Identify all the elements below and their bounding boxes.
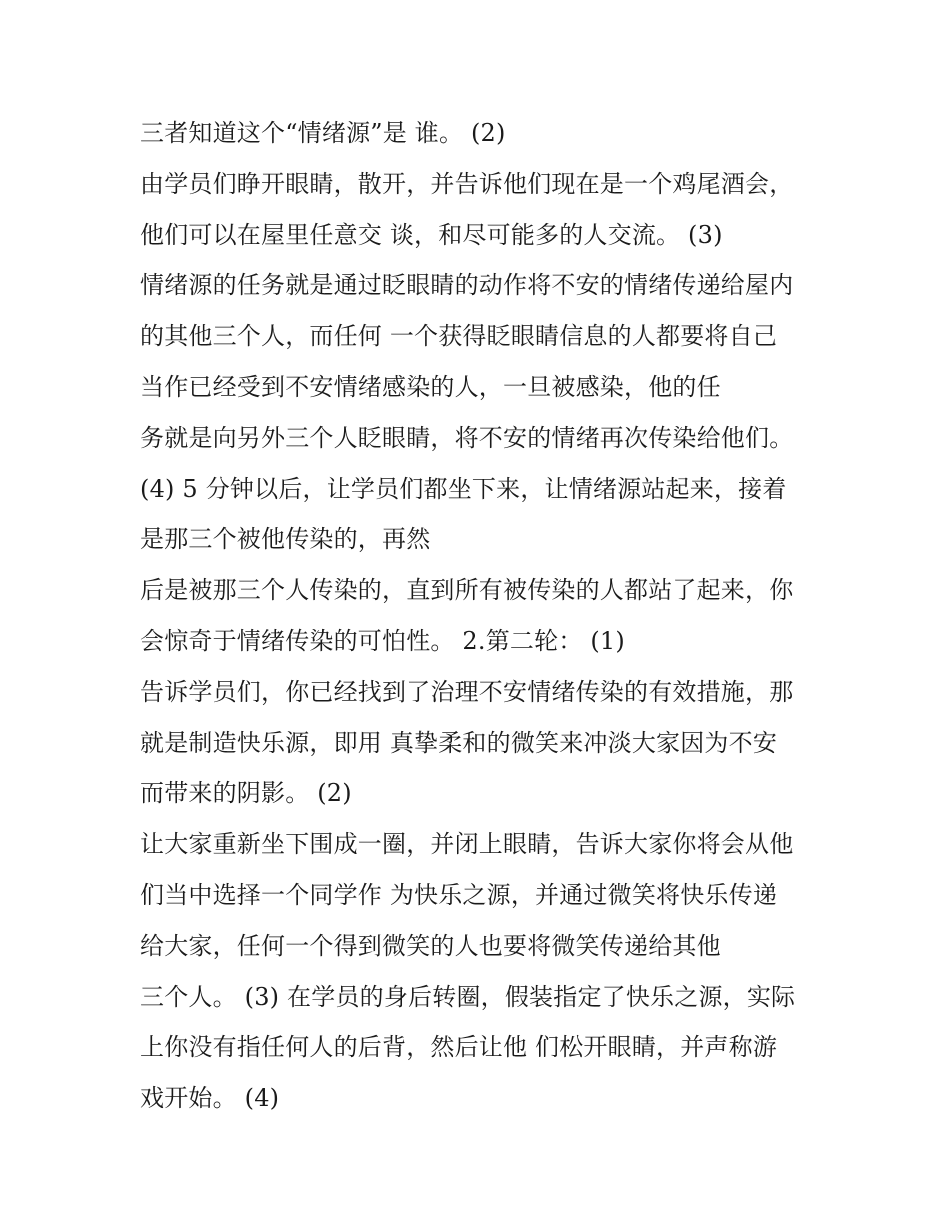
body-text: [140, 108, 830, 1124]
text-line-2: 由学员们睁开眼睛，散开，并告诉他们现在是一个鸡尾酒会，: [140, 169, 794, 198]
text-line-15: 让大家重新坐下围成一圈，并闭上眼睛，告诉大家你将会从他: [140, 830, 794, 859]
text-line-1: 三者知道这个“情绪源”是 谁。 (2): [140, 119, 506, 147]
text-line-18: 三个人。 (3) 在学员的身后转圈，假装指定了快乐之源，实际: [140, 982, 796, 1011]
text-line-19: 上你没有指任何人的后背，然后让他 们松开眼睛，并声称游: [140, 1033, 778, 1062]
text-line-16: 们当中选择一个同学作 为快乐之源，并通过微笑将快乐传递: [140, 880, 778, 909]
text-line-14: 而带来的阴影。 (2): [140, 779, 352, 808]
text-line-4: 情绪源的任务就是通过眨眼睛的动作将不安的情绪传递给屋内: [140, 271, 794, 300]
text-line-13: 就是制造快乐源，即用 真挚柔和的微笑来冲淡大家因为不安: [140, 728, 778, 757]
text-line-12: 告诉学员们，你已经找到了治理不安情绪传染的有效措施，那: [140, 677, 794, 706]
text-line-11: 会惊奇于情绪传染的可怕性。 2.第二轮： (1): [140, 626, 625, 655]
text-line-6: 当作已经受到不安情绪感染的人，一旦被感染，他的任: [140, 372, 721, 401]
text-line-7: 务就是向另外三个人眨眼睛，将不安的情绪再次传染给他们。: [140, 423, 794, 452]
text-line-20: 戏开始。 (4): [140, 1084, 280, 1113]
text-line-3: 他们可以在屋里任意交 谈，和尽可能多的人交流。 (3): [140, 220, 723, 249]
text-line-10: 后是被那三个人传染的，直到所有被传染的人都站了起来，你: [140, 576, 794, 605]
text-line-5: 的其他三个人，而任何 一个获得眨眼睛信息的人都要将自己: [140, 322, 778, 351]
text-line-9: 是那三个被他传染的，再然: [140, 525, 431, 554]
text-line-17: 给大家，任何一个得到微笑的人也要将微笑传递给其他: [140, 931, 721, 960]
text-line-8: (4) 5 分钟以后，让学员们都坐下来，让情绪源站起来，接着: [140, 474, 787, 503]
